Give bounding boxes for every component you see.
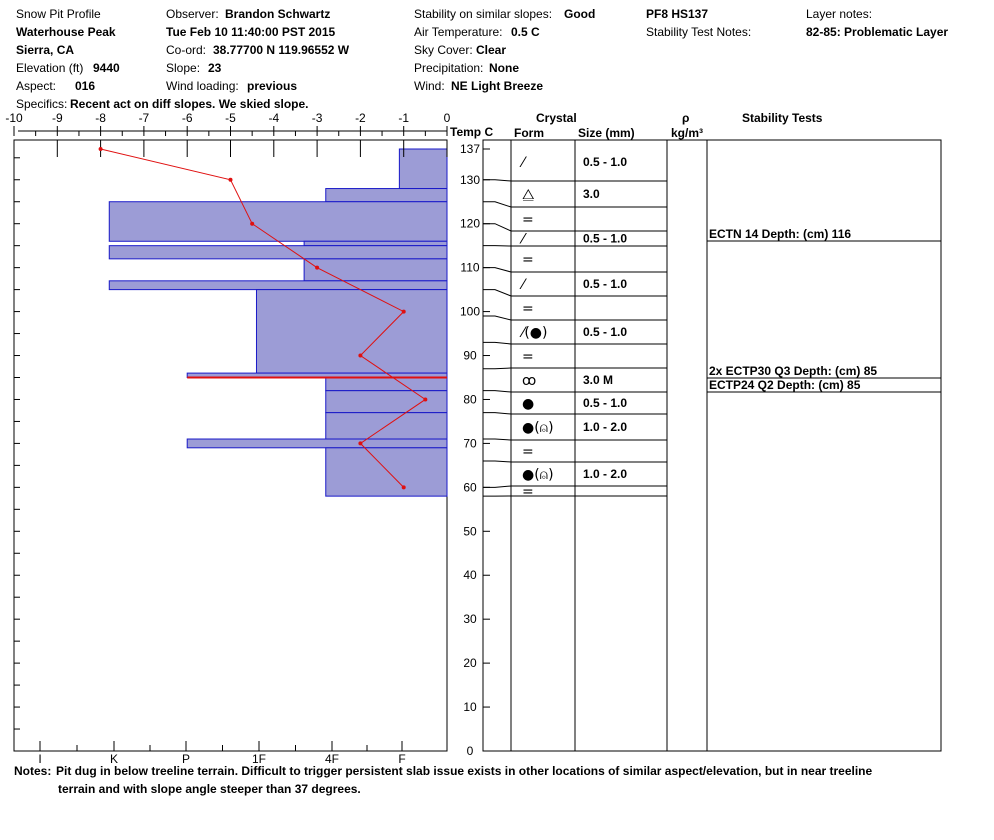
- temp-tick-label: -4: [268, 111, 280, 125]
- crystal-row-connector: [483, 461, 511, 462]
- depth-tick-label: 50: [463, 524, 477, 539]
- temp-tick-label: -3: [311, 111, 323, 125]
- crystal-form: ⁄(●): [522, 325, 548, 341]
- slope-label: Slope:: [166, 61, 201, 75]
- stability-similar-value: Good: [564, 7, 596, 21]
- temperature-point: [358, 354, 362, 358]
- stability-test-text: ECTP24 Q2 Depth: (cm) 85: [709, 378, 861, 392]
- crystal-form: ꝏ: [522, 373, 537, 389]
- temp-tick-label: 0: [443, 111, 451, 125]
- form-header: Form: [514, 126, 544, 140]
- hardness-bar: [187, 439, 447, 448]
- crystal-form: =: [522, 444, 534, 460]
- temp-axis-ticks: [5, 111, 450, 157]
- crystal-row-connector: [483, 290, 511, 296]
- temperature-point: [423, 397, 427, 401]
- crystal-row-connector: [483, 316, 511, 320]
- air-temp-label: Air Temperature:: [414, 25, 503, 39]
- depth-tick-label: 100: [459, 304, 481, 319]
- observer-value: Brandon Schwartz: [225, 7, 331, 21]
- depth-tick-label: 90: [463, 348, 477, 363]
- hardness-bar: [326, 189, 447, 202]
- size-header: Size (mm): [578, 126, 635, 140]
- depth-tick-label: 30: [463, 612, 477, 627]
- stability-test-text: 2x ECTP30 Q3 Depth: (cm) 85: [709, 364, 878, 378]
- density-unit: kg/m³: [671, 126, 704, 140]
- slope-value: 23: [208, 61, 222, 75]
- precipitation-label: Precipitation:: [414, 61, 484, 75]
- crystal-row-connector: [483, 180, 511, 181]
- stability-test-rows: [707, 227, 941, 392]
- pf-hs-value: PF8 HS137: [646, 7, 709, 21]
- crystal-form: =: [522, 349, 534, 365]
- hardness-bar: [326, 448, 447, 496]
- hardness-bar: [304, 241, 447, 245]
- crystal-form: =: [522, 252, 534, 268]
- crystal-form: =: [522, 301, 534, 317]
- temp-tick-label: -7: [138, 111, 150, 125]
- depth-tick-label: 40: [463, 568, 477, 583]
- hardness-tick-label: F: [398, 752, 406, 766]
- layer-notes-value: 82-85: Problematic Layer: [806, 25, 949, 39]
- depth-tick-label: 70: [463, 436, 477, 451]
- crystal-row-connector: [483, 202, 511, 207]
- temperature-point: [229, 178, 233, 182]
- notes-line-2: terrain and with slope angle steeper than 37 degrees.: [58, 782, 361, 796]
- layer-notes-label: Layer notes:: [806, 7, 873, 21]
- crystal-size: 1.0 - 2.0: [583, 467, 628, 481]
- temperature-point: [315, 266, 319, 270]
- hardness-tick-label: I: [38, 752, 42, 766]
- wind-label: Wind:: [414, 79, 445, 93]
- crystal-header: Crystal: [536, 111, 577, 125]
- crystal-size: 0.5 - 1.0: [583, 396, 628, 410]
- crystal-row-connector: [483, 368, 511, 369]
- coord-value: 38.77700 N 119.96552 W: [213, 43, 350, 57]
- elevation-value: 9440: [93, 61, 120, 75]
- depth-tick-label: 120: [459, 216, 481, 231]
- stability-similar-label: Stability on similar slopes:: [414, 7, 553, 21]
- depth-tick-label: 130: [459, 172, 481, 187]
- crystal-row-connector: [483, 413, 511, 414]
- crystal-row-connector: [483, 439, 511, 440]
- temperature-point: [358, 441, 362, 445]
- temp-tick-label: -1: [398, 111, 410, 125]
- temperature-point: [250, 222, 254, 226]
- crystal-size: 0.5 - 1.0: [583, 231, 628, 246]
- region-name: Sierra, CA: [16, 43, 75, 57]
- crystal-size: 0.5 - 1.0: [583, 155, 628, 169]
- crystal-form: ⁄: [522, 155, 525, 171]
- specifics-value: Recent act on diff slopes. We skied slope.: [70, 97, 309, 111]
- stability-test-text: ECTN 14 Depth: (cm) 116: [709, 227, 852, 241]
- depth-tick-label: 20: [463, 656, 477, 671]
- temperature-point: [402, 485, 406, 489]
- location-name: Waterhouse Peak: [16, 25, 116, 39]
- stability-tests-header: Stability Tests: [742, 111, 823, 125]
- temperature-point: [99, 147, 103, 151]
- crystal-form: ●(⍝): [522, 467, 554, 483]
- crystal-row-connector: [483, 391, 511, 392]
- temp-tick-label: -6: [181, 111, 193, 125]
- density-header: ρ: [682, 111, 690, 125]
- temp-tick-label: -9: [51, 111, 63, 125]
- hardness-bar: [304, 259, 447, 281]
- temperature-point: [402, 310, 406, 314]
- hardness-axis-ticks: [38, 741, 405, 766]
- crystal-form: ●(⍝): [522, 420, 554, 436]
- coord-label: Co-ord:: [166, 43, 207, 57]
- hardness-tick-label: 1F: [251, 752, 267, 766]
- elevation-label: Elevation (ft): [16, 61, 84, 75]
- hardness-bars: [109, 149, 447, 496]
- hardness-bar: [326, 377, 447, 390]
- crystal-form: ●: [522, 396, 535, 412]
- hardness-bar: [109, 246, 447, 259]
- depth-tick-label: 0: [466, 744, 474, 758]
- profile-title: Snow Pit Profile: [16, 7, 101, 21]
- crystal-size: 1.0 - 2.0: [583, 420, 628, 434]
- crystal-row-connector: [483, 486, 511, 487]
- hardness-bar: [399, 149, 447, 189]
- hardness-tick-label: P: [181, 752, 191, 766]
- notes-label: Notes:: [14, 764, 52, 778]
- hardness-tick-label: 4F: [324, 752, 340, 766]
- aspect-value: 016: [75, 79, 96, 93]
- depth-tick-label: 110: [460, 260, 480, 275]
- temp-tick-label: -2: [355, 111, 366, 125]
- wind-value: NE Light Breeze: [451, 79, 544, 93]
- sky-cover-value: Clear: [476, 43, 507, 57]
- temp-axis-label: Temp C: [450, 125, 494, 139]
- hardness-bar: [109, 281, 447, 290]
- crystal-form: ⁄: [522, 231, 525, 248]
- hardness-bar: [256, 290, 447, 373]
- crystal-form: ⁄: [522, 277, 525, 293]
- depth-tick-label: 60: [463, 480, 477, 495]
- crystal-row-connector: [483, 224, 511, 231]
- hardness-tick-label: K: [109, 752, 119, 766]
- temp-tick-label: -10: [5, 111, 23, 125]
- crystal-row-connector: [483, 342, 511, 344]
- sky-cover-label: Sky Cover:: [414, 43, 473, 57]
- depth-tick-label: 137: [459, 142, 481, 156]
- crystal-form: =: [522, 212, 534, 228]
- crystal-form: ⧋: [522, 187, 535, 203]
- observer-label: Observer:: [166, 7, 219, 21]
- temp-tick-label: -5: [225, 111, 236, 125]
- crystal-size: 0.5 - 1.0: [583, 325, 628, 339]
- notes-line-1: Pit dug in below treeline terrain. Difficult to trigger persistent slab issue exists in other locations of similar aspect/elevation, but in near treeline: [56, 764, 873, 778]
- specifics-label: Specifics:: [16, 97, 68, 111]
- observation-date: Tue Feb 10 11:40:00 PST 2015: [166, 25, 336, 39]
- air-temp-value: 0.5 C: [511, 25, 540, 39]
- stability-test-notes-label: Stability Test Notes:: [646, 25, 752, 39]
- crystal-row-connector: [483, 268, 511, 272]
- hardness-bar: [326, 391, 447, 413]
- crystal-size: 3.0: [583, 187, 600, 201]
- crystal-form: =: [522, 484, 534, 500]
- depth-tick-label: 10: [463, 700, 477, 715]
- depth-tick-label: 80: [463, 392, 477, 407]
- crystal-size: 0.5 - 1.0: [583, 277, 628, 291]
- crystal-size: 3.0 M: [583, 373, 614, 387]
- aspect-label: Aspect:: [16, 79, 57, 93]
- wind-loading-value: previous: [247, 79, 298, 93]
- hardness-bar: [109, 202, 447, 242]
- precipitation-value: None: [489, 61, 519, 75]
- wind-loading-label: Wind loading:: [166, 79, 239, 93]
- temp-tick-label: -8: [95, 111, 106, 125]
